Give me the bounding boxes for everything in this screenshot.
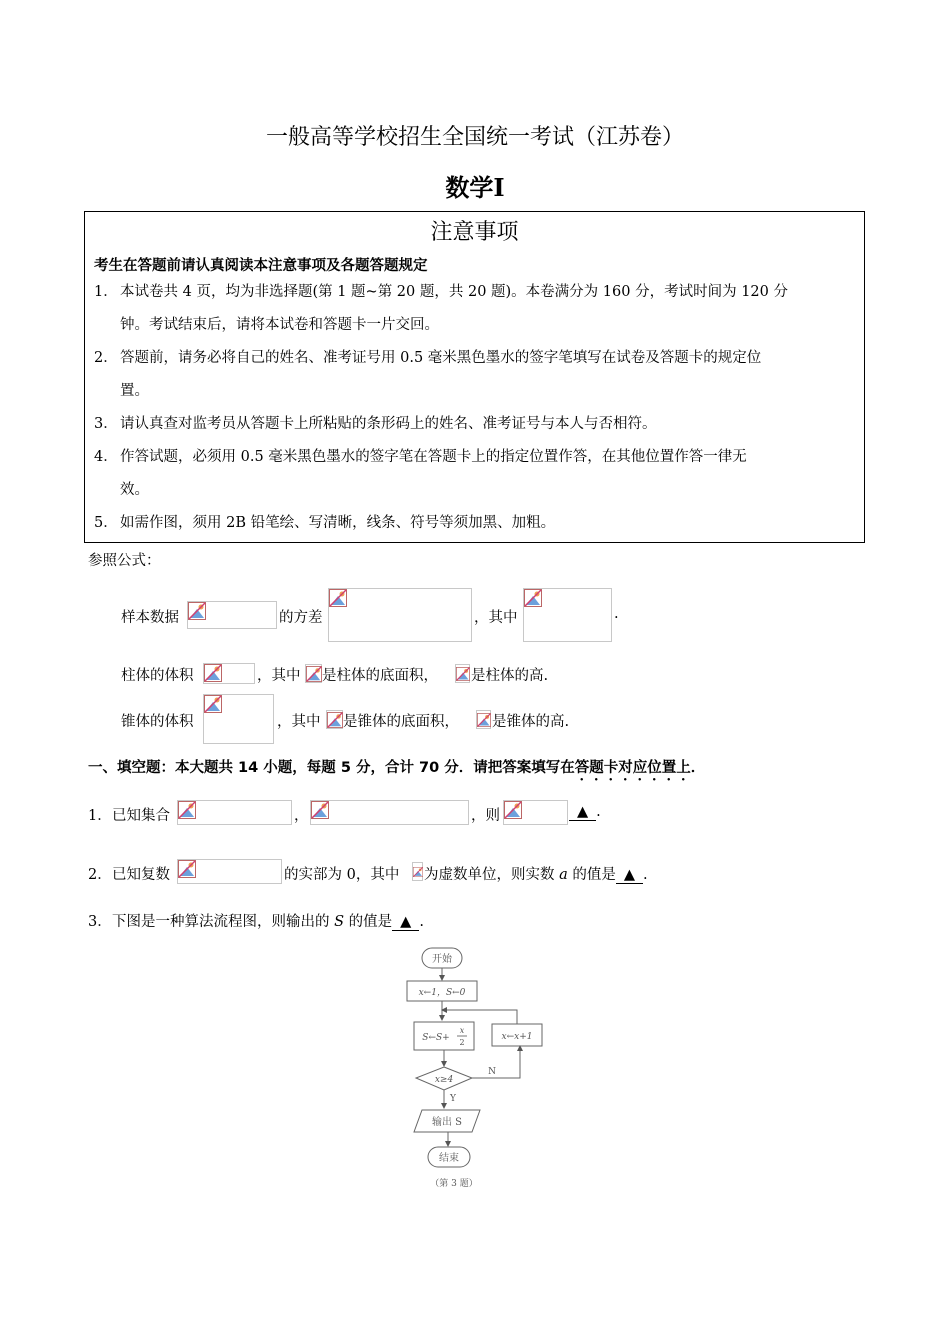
formula-label: 是柱体的高. [471,668,549,684]
question-text-part: 的值是 [348,914,393,930]
notice-item-text: 作答试题，必须用 0.5 毫米黑色墨水的签字笔在答题卡上的指定位置作答，在其他位置作答一律无 [120,449,747,465]
notice-item-number: 5． [94,515,118,531]
question-text-part: 为虚数单位，则实数 [424,867,555,883]
notice-item-5 [94,507,856,540]
broken-image-icon [306,665,322,683]
question-number: 2． [88,867,112,883]
formula-label: . [614,606,619,622]
flow-end-label: 结束 [439,1153,459,1164]
notice-item-text: 请认真查对监考员从答题卡上所粘贴的条形码上的姓名、准考证号与本人与否相符。 [120,416,657,432]
flow-output-label: 输出 S [431,1117,463,1128]
flow-update-x-label: x←x+1 [501,1032,533,1042]
notice-item-number: 1． [94,284,118,300]
formula-image [177,800,292,825]
question-text [424,863,648,884]
question-end: . [419,914,424,930]
formula-label: ，其中 [474,610,518,626]
notice-item-text-cont: 置。 [120,383,149,399]
notice-item-number: 3． [94,416,118,432]
broken-image-icon [178,801,196,819]
broken-image-icon [311,801,329,819]
question-text: 的实部为 0，其中 [284,867,400,883]
exam-title: 一般高等学校招生全国统一考试（江苏卷） [265,125,684,150]
notice-item-text: 本试卷共 4 页，均为非选择题(第 1 题~第 20 题，共 20 题)。本卷满分为 160 分，考试时间为 120 分 [120,284,788,300]
flow-start-label: 开始 [432,954,452,965]
formula-image [187,601,277,629]
algorithm-flowchart [380,940,580,1200]
formula-image [203,694,274,744]
notice-item-number: 4． [94,449,118,465]
notice-item-1 [94,276,856,342]
broken-image-icon [477,711,491,729]
formula-image [523,588,612,642]
question-text: ， [294,808,309,824]
formula-image [310,800,469,825]
flow-arrow [472,1046,520,1078]
answer-blank: ▲ [392,914,419,931]
formula-image [328,588,472,642]
formula-label: 的方差 [279,610,323,626]
section-heading [88,756,705,784]
question-text-part: 下图是一种算法流程图，则输出的 [112,914,330,930]
question-text-part: 的值是 [572,867,616,883]
formula-image [177,859,282,884]
notice-item-4 [94,441,856,507]
variable-a: a [559,867,568,883]
flow-yes-label: Y [450,1094,456,1104]
broken-image-icon [524,589,542,607]
formula-label: 柱体的体积 [121,668,194,684]
formula-image [412,862,423,881]
section-tail: ． [690,760,706,776]
formula-label: 是锥体的高. [492,714,570,730]
formula-label: 是柱体的底面积， [322,668,438,684]
notice-item-3 [94,408,856,441]
formula-image [326,710,343,729]
flow-update-s-label: S←S+ [422,1033,450,1043]
formula-label: 锥体的体积 [121,714,194,730]
question-text: 已知集合 [112,808,170,824]
broken-image-icon [329,589,347,607]
broken-image-icon [204,664,222,682]
answer-blank: ▲ [616,867,643,884]
answer-area [569,804,601,821]
question-text: ，则 [471,808,500,824]
question-text [112,910,424,931]
formula-label: 是锥体的底面积， [343,714,459,730]
notice-intro: 考生在答题前请认真阅读本注意事项及各题答题规定 [94,258,428,274]
flow-condition-label: x≥4 [434,1075,454,1085]
formula-image [305,664,322,683]
flow-caption: （第 3 题） [430,1179,478,1189]
flow-fraction-numerator: x [459,1026,465,1035]
broken-image-icon [327,711,343,729]
broken-image-icon [504,801,522,819]
flow-no-label: N [488,1067,496,1077]
question-number: 3． [88,914,112,930]
variable-s: S [334,914,345,930]
answer-blank: ▲ [569,804,596,821]
question-end: . [643,867,648,883]
question-text: 已知复数 [112,867,170,883]
notice-item-2 [94,342,856,408]
question-end: . [596,804,601,820]
notice-item-number: 2． [94,350,118,366]
formulas-heading: 参照公式： [88,553,161,569]
formula-image [476,710,491,729]
broken-image-icon [413,863,423,881]
formula-label: ，其中 [277,714,321,730]
question-number: 1． [88,808,112,824]
formula-image [455,664,470,683]
formula-image [203,663,255,684]
notice-item-text-cont: 效。 [120,482,149,498]
section-lead: 一、填空题：本大题共 14 小题，每题 5 分，合计 70 分．请把答案填写在 [88,760,575,776]
broken-image-icon [178,860,196,878]
broken-image-icon [188,602,206,620]
formula-label: 样本数据 [121,610,179,626]
formula-image [503,800,568,825]
notice-item-text: 答题前，请务必将自己的姓名、准考证号用 0.5 毫米黑色墨水的签字笔填写在试卷及答题卡的规定位 [120,350,762,366]
notice-heading: 注意事项 [430,220,519,245]
formula-label: ，其中 [257,668,301,684]
broken-image-icon [456,665,470,683]
flow-init-label: x←1，S←0 [418,988,466,998]
exam-subtitle: 数学Ⅰ [445,173,505,202]
notice-item-text: 如需作图，须用 2B 铅笔绘、写清晰，线条、符号等须加黑、加粗。 [120,515,556,531]
section-emphasis: 答题卡对应位置上 [574,760,691,776]
flow-fraction-denominator: 2 [459,1038,465,1047]
broken-image-icon [204,695,222,713]
notice-box [84,211,865,543]
notice-item-text-cont: 钟。考试结束后，请将本试卷和答题卡一片交回。 [120,317,439,333]
